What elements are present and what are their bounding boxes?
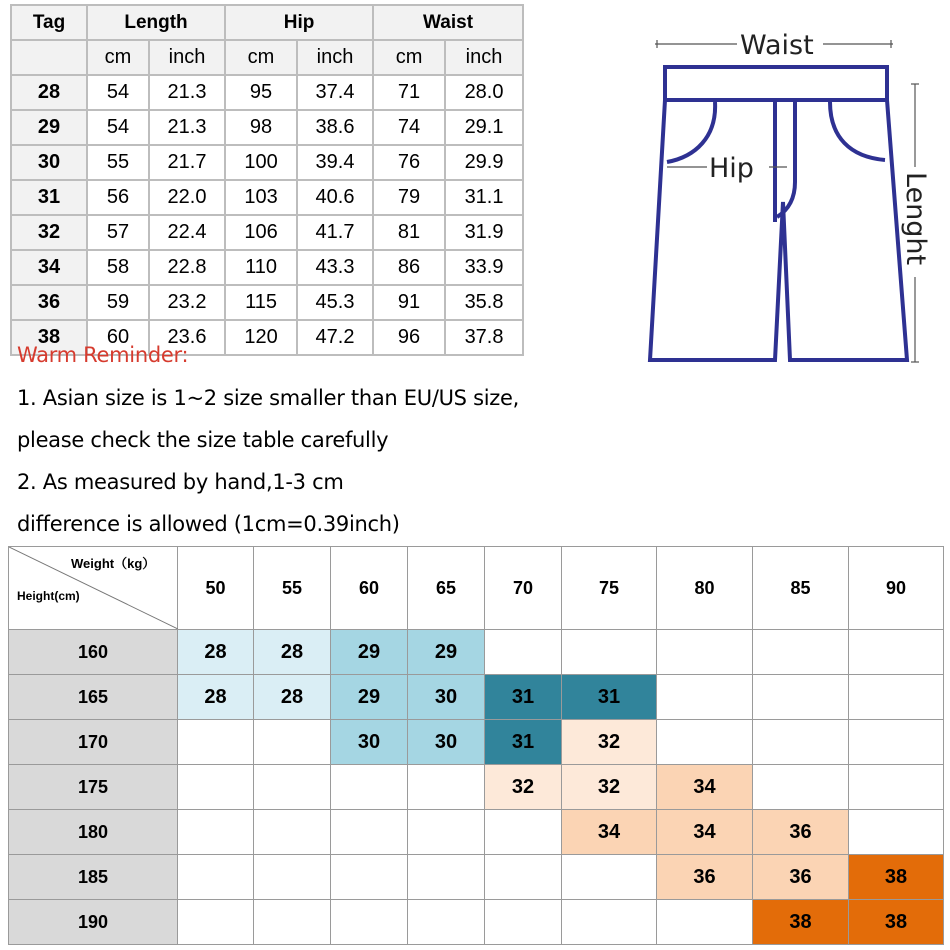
size-tag-cell: 34 (11, 250, 87, 285)
size-cell: 29 (331, 675, 408, 720)
size-cell (753, 765, 849, 810)
height-cell: 180 (9, 810, 178, 855)
size-cell (331, 810, 408, 855)
size-cell (562, 855, 657, 900)
shorts-measurement-diagram (645, 22, 945, 367)
size-cell (408, 810, 485, 855)
chart-header-row (9, 547, 944, 630)
waist-label: Waist (740, 30, 814, 61)
weight-header-cell: 85 (753, 547, 849, 630)
size-cell: 38 (849, 855, 944, 900)
header-length: Length (87, 5, 225, 40)
size-value-cell: 71 (373, 75, 445, 110)
size-cell (657, 630, 753, 675)
size-value-cell: 59 (87, 285, 149, 320)
size-table-units (11, 40, 523, 75)
size-value-cell: 98 (225, 110, 297, 145)
size-cell: 36 (657, 855, 753, 900)
size-value-cell: 103 (225, 180, 297, 215)
size-value-cell: 38.6 (297, 110, 373, 145)
size-value-cell: 96 (373, 320, 445, 355)
size-value-cell: 55 (87, 145, 149, 180)
chart-row (9, 810, 944, 855)
size-value-cell: 58 (87, 250, 149, 285)
chart-corner-cell (9, 547, 178, 630)
size-value-cell: 47.2 (297, 320, 373, 355)
size-cell (849, 720, 944, 765)
size-table-row (11, 145, 523, 180)
size-tag-cell: 29 (11, 110, 87, 145)
size-cell (849, 675, 944, 720)
size-tag-cell: 31 (11, 180, 87, 215)
size-cell (485, 900, 562, 945)
size-cell (408, 855, 485, 900)
size-value-cell: 120 (225, 320, 297, 355)
size-cell (485, 810, 562, 855)
chart-row (9, 900, 944, 945)
size-cell (657, 675, 753, 720)
size-cell (753, 630, 849, 675)
size-value-cell: 54 (87, 110, 149, 145)
hip-label: Hip (709, 153, 754, 184)
size-table-row (11, 180, 523, 215)
weight-header-cell: 75 (562, 547, 657, 630)
weight-header-cell: 70 (485, 547, 562, 630)
chart-row (9, 720, 944, 765)
warm-reminder-title: Warm Reminder: (17, 343, 189, 367)
unit-hip-inch: inch (297, 40, 373, 75)
chart-row (9, 630, 944, 675)
header-waist: Waist (373, 5, 523, 40)
unit-length-cm: cm (87, 40, 149, 75)
size-table-header (11, 5, 523, 40)
size-value-cell: 100 (225, 145, 297, 180)
size-cell: 38 (849, 900, 944, 945)
size-value-cell: 81 (373, 215, 445, 250)
size-cell: 31 (562, 675, 657, 720)
weight-header-cell: 80 (657, 547, 753, 630)
size-cell (254, 900, 331, 945)
size-value-cell: 37.8 (445, 320, 523, 355)
weight-header-cell: 65 (408, 547, 485, 630)
height-axis-label: Height(cm) (17, 589, 80, 603)
size-value-cell: 23.6 (149, 320, 225, 355)
size-value-cell: 21.7 (149, 145, 225, 180)
size-cell: 36 (753, 855, 849, 900)
chart-row (9, 675, 944, 720)
weight-header-cell: 90 (849, 547, 944, 630)
size-value-cell: 37.4 (297, 75, 373, 110)
size-cell (178, 720, 254, 765)
size-tag-cell: 36 (11, 285, 87, 320)
size-cell (254, 765, 331, 810)
reminder-line-3: 2. As measured by hand,1-3 cm (17, 470, 344, 494)
size-cell (849, 765, 944, 810)
size-cell (657, 720, 753, 765)
size-value-cell: 54 (87, 75, 149, 110)
size-value-cell: 39.4 (297, 145, 373, 180)
size-tag-cell: 30 (11, 145, 87, 180)
size-value-cell: 31.1 (445, 180, 523, 215)
size-value-cell: 86 (373, 250, 445, 285)
size-cell (408, 765, 485, 810)
units-empty-cell (11, 40, 87, 75)
size-cell: 29 (331, 630, 408, 675)
size-cell (254, 720, 331, 765)
size-value-cell: 23.2 (149, 285, 225, 320)
shorts-outline (650, 100, 907, 360)
size-cell: 38 (753, 900, 849, 945)
size-table-row (11, 215, 523, 250)
size-cell: 28 (178, 630, 254, 675)
header-tag: Tag (11, 5, 87, 40)
size-cell: 34 (657, 810, 753, 855)
size-cell (331, 855, 408, 900)
size-cell: 28 (254, 630, 331, 675)
size-cell (254, 855, 331, 900)
size-cell: 30 (331, 720, 408, 765)
size-value-cell: 56 (87, 180, 149, 215)
size-value-cell: 29.1 (445, 110, 523, 145)
reminder-line-2: please check the size table carefully (17, 428, 389, 452)
size-cell (331, 900, 408, 945)
size-value-cell: 41.7 (297, 215, 373, 250)
height-cell: 190 (9, 900, 178, 945)
size-cell (753, 720, 849, 765)
size-table-row (11, 250, 523, 285)
size-cell (178, 765, 254, 810)
size-value-cell: 33.9 (445, 250, 523, 285)
size-tag-cell: 32 (11, 215, 87, 250)
right-pocket (830, 102, 885, 160)
size-cell: 28 (254, 675, 331, 720)
unit-hip-cm: cm (225, 40, 297, 75)
waistband-shape (665, 67, 887, 100)
size-value-cell: 40.6 (297, 180, 373, 215)
height-cell: 170 (9, 720, 178, 765)
size-cell: 31 (485, 720, 562, 765)
height-cell: 165 (9, 675, 178, 720)
size-cell (178, 810, 254, 855)
size-table-row (11, 75, 523, 110)
left-pocket (667, 102, 715, 162)
size-cell: 32 (562, 765, 657, 810)
header-hip: Hip (225, 5, 373, 40)
size-cell: 30 (408, 675, 485, 720)
size-cell (178, 900, 254, 945)
size-cell (485, 855, 562, 900)
chart-row (9, 765, 944, 810)
unit-waist-inch: inch (445, 40, 523, 75)
height-cell: 175 (9, 765, 178, 810)
size-value-cell: 91 (373, 285, 445, 320)
size-cell (562, 900, 657, 945)
size-value-cell: 31.9 (445, 215, 523, 250)
size-cell: 32 (485, 765, 562, 810)
size-value-cell: 95 (225, 75, 297, 110)
size-value-cell: 45.3 (297, 285, 373, 320)
size-tag-cell: 28 (11, 75, 87, 110)
size-cell: 28 (178, 675, 254, 720)
size-value-cell: 22.8 (149, 250, 225, 285)
size-value-cell: 22.4 (149, 215, 225, 250)
reminder-line-1: 1. Asian size is 1~2 size smaller than EU/US size, (17, 386, 519, 410)
size-cell (331, 765, 408, 810)
reminder-line-4: difference is allowed (1cm=0.39inch) (17, 512, 400, 536)
weight-axis-label: Weight（kg） (71, 556, 156, 571)
height-weight-size-chart (8, 546, 944, 945)
unit-length-inch: inch (149, 40, 225, 75)
size-tag-cell: 38 (11, 320, 87, 355)
unit-waist-cm: cm (373, 40, 445, 75)
size-value-cell: 28.0 (445, 75, 523, 110)
height-cell: 185 (9, 855, 178, 900)
height-cell: 160 (9, 630, 178, 675)
size-value-cell: 106 (225, 215, 297, 250)
size-value-cell: 110 (225, 250, 297, 285)
weight-header-cell: 60 (331, 547, 408, 630)
size-cell (753, 675, 849, 720)
size-value-cell: 21.3 (149, 75, 225, 110)
size-cell: 36 (753, 810, 849, 855)
size-cell (178, 855, 254, 900)
size-value-cell: 22.0 (149, 180, 225, 215)
weight-header-cell: 55 (254, 547, 331, 630)
size-table-row (11, 110, 523, 145)
chart-row (9, 855, 944, 900)
size-table-row (11, 285, 523, 320)
size-value-cell: 60 (87, 320, 149, 355)
size-value-cell: 74 (373, 110, 445, 145)
weight-header-cell: 50 (178, 547, 254, 630)
size-cell: 31 (485, 675, 562, 720)
size-cell (657, 900, 753, 945)
size-value-cell: 57 (87, 215, 149, 250)
length-label: Lenght (900, 172, 931, 266)
size-cell: 34 (657, 765, 753, 810)
size-value-cell: 21.3 (149, 110, 225, 145)
size-value-cell: 29.9 (445, 145, 523, 180)
size-table (10, 4, 524, 356)
size-cell (562, 630, 657, 675)
size-cell: 29 (408, 630, 485, 675)
size-value-cell: 76 (373, 145, 445, 180)
size-cell (485, 630, 562, 675)
size-cell: 34 (562, 810, 657, 855)
size-value-cell: 115 (225, 285, 297, 320)
size-value-cell: 79 (373, 180, 445, 215)
size-value-cell: 43.3 (297, 250, 373, 285)
size-cell (254, 810, 331, 855)
size-cell: 32 (562, 720, 657, 765)
size-cell: 30 (408, 720, 485, 765)
size-cell (408, 900, 485, 945)
size-cell (849, 810, 944, 855)
size-value-cell: 35.8 (445, 285, 523, 320)
size-cell (849, 630, 944, 675)
